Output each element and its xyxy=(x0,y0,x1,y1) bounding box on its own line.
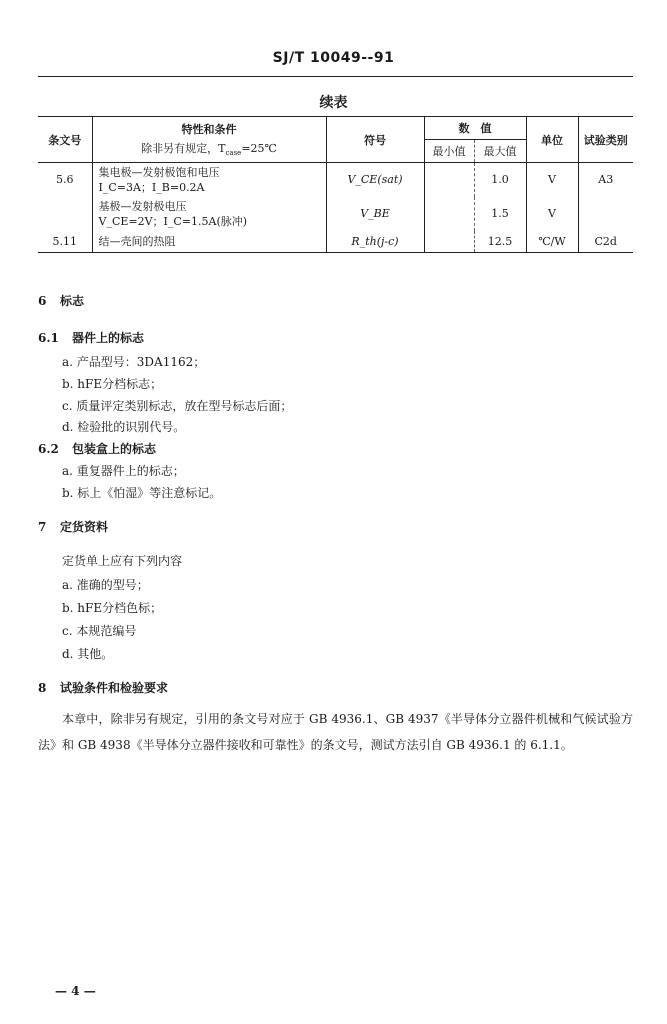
list-item: b. 标上《怕湿》等注意标记。 xyxy=(62,486,222,500)
section-6-2-heading: 6.2 包装盒上的标志 xyxy=(38,442,157,456)
row-min xyxy=(424,231,474,253)
row-unit: ℃/W xyxy=(526,231,578,253)
header-clause: 条文号 xyxy=(38,117,92,163)
header-unit: 单位 xyxy=(526,117,578,163)
list-item: c. 本规范编号 xyxy=(62,624,137,638)
section-7-heading: 7 定货资料 xyxy=(38,520,109,534)
list-item: d. 检验批的识别代号。 xyxy=(62,420,186,434)
section-8-heading: 8 试验条件和检验要求 xyxy=(38,681,169,695)
list-item: c. 质量评定类别标志，放在型号标志后面； xyxy=(62,399,293,413)
section-8-paragraph: 本章中，除非另有规定，引用的条文号对应于 GB 4936.1、GB 4937《半导体分立器件机械和气候试验方法》和 GB 4938《半导体分立器件接收和可靠性》的条文号，测试方法引自 GB 4936.1 的 6.1.1。 xyxy=(38,712,633,752)
list-item: d. 其他。 xyxy=(62,647,114,661)
standard-number: SJ/T 10049--91 xyxy=(272,50,395,66)
row-symbol: V_BE xyxy=(326,197,424,231)
row-max: 12.5 xyxy=(474,231,526,253)
row-symbol: V_CE(sat) xyxy=(326,163,424,197)
section-6-heading: 6 标志 xyxy=(38,294,85,308)
section-6-1-heading: 6.1 器件上的标志 xyxy=(38,331,145,345)
row-clause xyxy=(38,197,92,231)
row-conditions: 结—壳间的热阻 xyxy=(92,231,326,253)
header-min: 最小值 xyxy=(424,140,474,163)
table-row xyxy=(38,197,633,231)
page-number: — 4 — xyxy=(55,984,96,998)
table-row xyxy=(38,163,633,197)
row-conditions: 集电极—发射极饱和电压 I_C=3A；I_B=0.2A xyxy=(92,163,326,197)
list-item: a. 重复器件上的标志； xyxy=(62,464,185,478)
list-item: a. 产品型号：3DA1162； xyxy=(62,355,206,369)
row-clause: 5.6 xyxy=(56,173,74,187)
header-test-category: 试验类别 xyxy=(578,117,633,163)
list-item: b. hFE分档标志； xyxy=(62,377,163,391)
section-7-intro: 定货单上应有下列内容 xyxy=(62,554,183,568)
row-conditions: 基极—发射极电压 V_CE=2V；I_C=1.5A(脉冲) xyxy=(92,197,326,231)
table-row xyxy=(38,231,633,253)
row-category: A3 xyxy=(578,163,633,197)
header-value: 数 值 xyxy=(424,117,526,140)
row-max: 1.0 xyxy=(474,163,526,197)
conditions-note: 除非另有规定，T xyxy=(141,142,226,156)
row-unit: V xyxy=(526,163,578,197)
row-min xyxy=(424,197,474,231)
header-characteristics: 特性和条件 除非另有规定，$T_{case}=25℃$ xyxy=(92,117,326,163)
header-divider xyxy=(38,76,633,77)
list-item: a. 准确的型号； xyxy=(62,578,149,592)
table-continued-title: 续表 xyxy=(319,95,348,111)
row-unit: V xyxy=(526,197,578,231)
row-clause: 5.11 xyxy=(38,231,92,253)
row-max: 1.5 xyxy=(474,197,526,231)
characteristics-table xyxy=(38,116,633,253)
row-min xyxy=(424,163,474,197)
header-max: 最大值 xyxy=(474,140,526,163)
row-symbol: R_th(j-c) xyxy=(326,231,424,253)
row-category: C2d xyxy=(578,231,633,253)
row-category xyxy=(578,197,633,231)
list-item: b. hFE分档色标； xyxy=(62,601,163,615)
header-symbol: 符号 xyxy=(326,117,424,163)
